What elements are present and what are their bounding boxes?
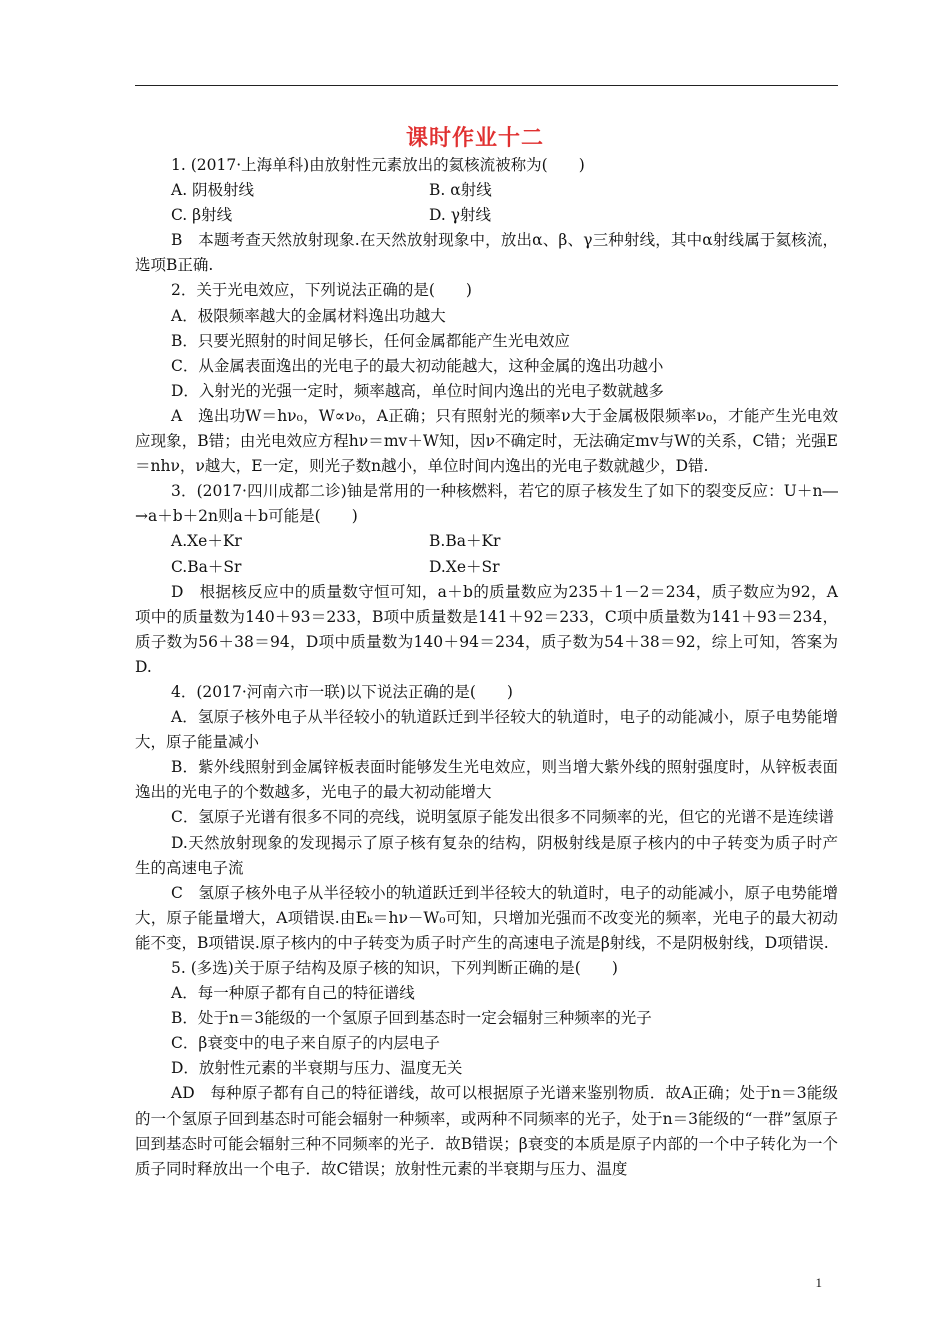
q3-stem: 3．(2017·四川成都二诊)铀是常用的一种核燃料，若它的原子核发生了如下的裂变反应：U＋n―→a＋b＋2n则a＋b可能是( ) (135, 482, 838, 526)
page-number: 1 (815, 1275, 822, 1290)
q3-option-b: B.Ba＋Kr (429, 532, 501, 551)
q4-option-d: D.天然放射现象的发现揭示了原子核有复杂的结构，阴极射线是原子核内的中子转变为质子时产生的高速电子流 (135, 833, 838, 877)
q4-stem: 4．(2017·河南六市一联)以下说法正确的是( ) (171, 682, 513, 701)
q2-option-b: B．只要光照射的时间足够长，任何金属都能产生光电效应 (171, 331, 570, 350)
q1-option-b: B. α射线 (429, 181, 492, 200)
q2-stem: 2．关于光电效应，下列说法正确的是( ) (171, 281, 472, 300)
page-title: 课时作业十二 (405, 126, 544, 151)
q1-answer: B 本题考查天然放射现象.在天然放射现象中，放出α、β、γ三种射线，其中α射线属于氦核流，选项B正确. (135, 231, 838, 275)
q4-option-b: B．紫外线照射到金属锌板表面时能够发生光电效应，则当增大紫外线的照射强度时，从锌板表面逸出的光电子的个数越多，光电子的最大初动能增大 (135, 758, 838, 802)
q1-option-c: C. β射线 (171, 206, 233, 225)
q3-option-c: C.Ba＋Sr (171, 557, 242, 576)
q3-option-a: A.Xe＋Kr (171, 532, 242, 551)
q2-answer: A 逸出功W＝hν₀，W∝ν₀，A正确；只有照射光的频率ν大于金属极限频率ν₀，才能产生光电效应现象，B错；由光电效应方程hν＝mv＋W知，因ν不确定时，无法确定mv与W的关系，C错；光强E＝nhν，ν越大，E一定，则光子数n越小，单位时间内逸出的光电子数就越少，D错. (135, 406, 838, 476)
q1-options-row1 (135, 178, 838, 203)
q2-option-a: A．极限频率越大的金属材料逸出功越大 (171, 306, 446, 325)
q4-option-c: C．氢原子光谱有很多不同的亮线，说明氢原子能发出很多不同频率的光，但它的光谱不是连续谱 (171, 808, 834, 827)
q1-option-a: A. 阴极射线 (171, 181, 255, 200)
q1-stem: 1. (2017·上海单科)由放射性元素放出的氦核流被称为( ) (171, 156, 585, 174)
q5-option-b: B．处于n＝3能级的一个氢原子回到基态时一定会辐射三种频率的光子 (171, 1009, 652, 1028)
q3-answer: D 根据核反应中的质量数守恒可知，a＋b的质量数应为235＋1－2＝234，质子数应为92，A项中的质量数为140＋93＝233，B项中质量数是141＋92＝233，C项中质量数为141＋93＝234，质子数为56＋38＝94，D项中质量数为140＋94＝234，质子数为54＋38＝92，综上可知，答案为D. (135, 582, 838, 676)
q2-option-d: D．入射光的光强一定时，频率越高，单位时间内逸出的光电子数就越多 (171, 381, 664, 400)
q3-options-row2 (135, 555, 838, 580)
q5-answer: AD 每种原子都有自己的特征谱线，故可以根据原子光谱来鉴别物质．故A正确；处于n＝3能级的一个氢原子回到基态时可能会辐射一种频率，或两种不同频率的光子，处于n＝3能级的“一群”氢原子回到基态时可能会辐射三种不同频率的光子．故B错误；β衰变的本质是原子内部的一个中子转化为一个质子同时释放出一个电子．故C错误；放射性元素的半衰期与压力、温度 (135, 1084, 838, 1178)
q3-options-row1 (135, 529, 838, 554)
q4-answer: C 氢原子核外电子从半径较小的轨道跃迁到半径较大的轨道时，电子的动能减小，原子电势能增大，原子能量增大，A项错误.由Eₖ＝hν－W₀可知，只增加光强而不改变光的频率，光电子的最大初动能不变，B项错误.原子核内的中子转变为质子时产生的高速电子流是β射线，不是阴极射线，D项错误. (135, 883, 838, 952)
header-rule (135, 85, 838, 86)
q1-options-row2 (135, 203, 838, 228)
q1-option-d: D. γ射线 (429, 206, 491, 225)
q5-option-c: C．β衰变中的电子来自原子的内层电子 (171, 1034, 440, 1053)
document-body (135, 153, 838, 1182)
q5-option-d: D．放射性元素的半衰期与压力、温度无关 (171, 1059, 463, 1078)
q4-option-a: A．氢原子核外电子从半径较小的轨道跃迁到半径较大的轨道时，电子的动能减小，原子电势能增大，原子能量减小 (135, 708, 838, 752)
q5-stem: 5. (多选)关于原子结构及原子核的知识，下列判断正确的是( ) (171, 959, 618, 977)
q5-option-a: A．每一种原子都有自己的特征谱线 (171, 984, 415, 1003)
q3-option-d: D.Xe＋Sr (429, 557, 500, 576)
q2-option-c: C．从金属表面逸出的光电子的最大初动能越大，这种金属的逸出功越小 (171, 356, 664, 375)
